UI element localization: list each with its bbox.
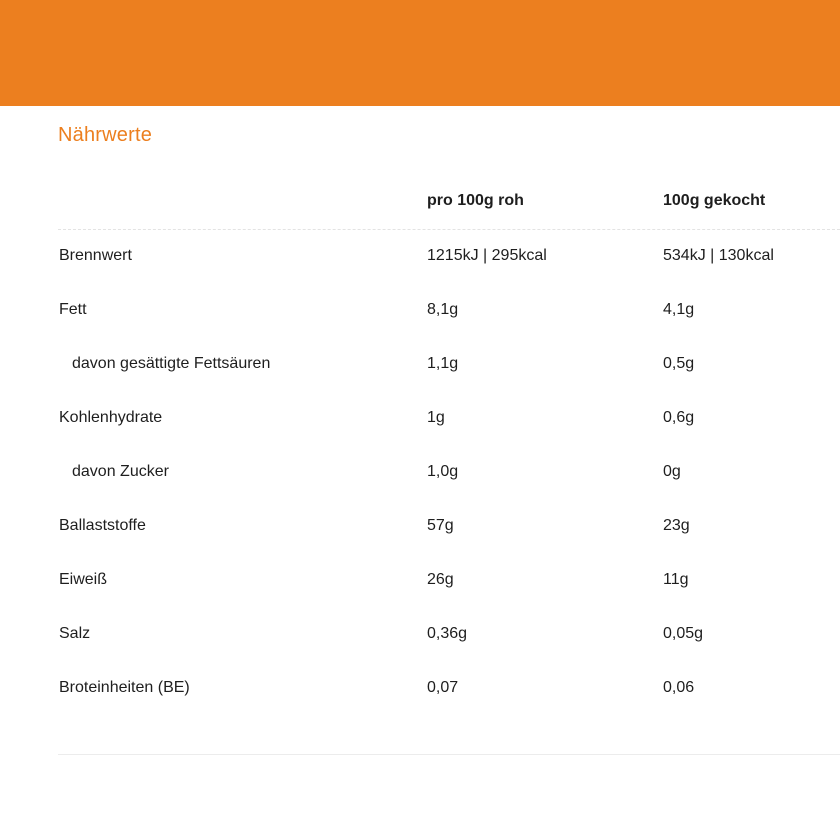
top-banner (0, 0, 840, 106)
table-row (0, 409, 840, 429)
row-value-raw: 1,0g (427, 463, 459, 480)
header-divider (58, 229, 840, 230)
table-row (0, 679, 840, 699)
table-row (0, 571, 840, 591)
row-label: Eiweiß (59, 571, 108, 588)
column-header-raw: pro 100g roh (427, 192, 524, 209)
row-value-raw: 57g (427, 517, 454, 534)
row-value-cooked: 0,6g (663, 409, 695, 426)
row-label: Kohlenhydrate (59, 409, 163, 426)
row-value-raw: 1,1g (427, 355, 459, 372)
table-row (0, 625, 840, 645)
row-value-cooked: 0,05g (663, 625, 704, 642)
row-value-raw: 0,07 (427, 679, 459, 696)
row-value-cooked: 4,1g (663, 301, 695, 318)
table-row (0, 247, 840, 267)
row-label: Brennwert (59, 247, 132, 264)
row-value-cooked: 0,06 (663, 679, 695, 696)
row-label: davon Zucker (72, 463, 169, 480)
section-title: Nährwerte (58, 124, 153, 146)
row-value-cooked: 0,5g (663, 355, 695, 372)
row-label: Salz (59, 625, 91, 642)
table-row (0, 301, 840, 321)
row-label: davon gesättigte Fettsäuren (72, 355, 271, 372)
table-row (0, 355, 840, 375)
row-value-raw: 0,36g (427, 625, 468, 642)
bottom-divider (58, 754, 840, 755)
row-value-raw: 1g (427, 409, 445, 426)
column-header-cooked: 100g gekocht (663, 192, 766, 209)
row-value-cooked: 534kJ | 130kcal (663, 247, 774, 264)
table-row (0, 517, 840, 537)
table-row (0, 463, 840, 483)
row-value-cooked: 23g (663, 517, 690, 534)
row-value-raw: 8,1g (427, 301, 459, 318)
row-value-raw: 1215kJ | 295kcal (427, 247, 547, 264)
row-label: Fett (59, 301, 87, 318)
row-value-cooked: 11g (663, 571, 689, 588)
row-value-cooked: 0g (663, 463, 681, 480)
row-label: Ballaststoffe (59, 517, 146, 534)
row-value-raw: 26g (427, 571, 454, 588)
row-label: Broteinheiten (BE) (59, 679, 190, 696)
